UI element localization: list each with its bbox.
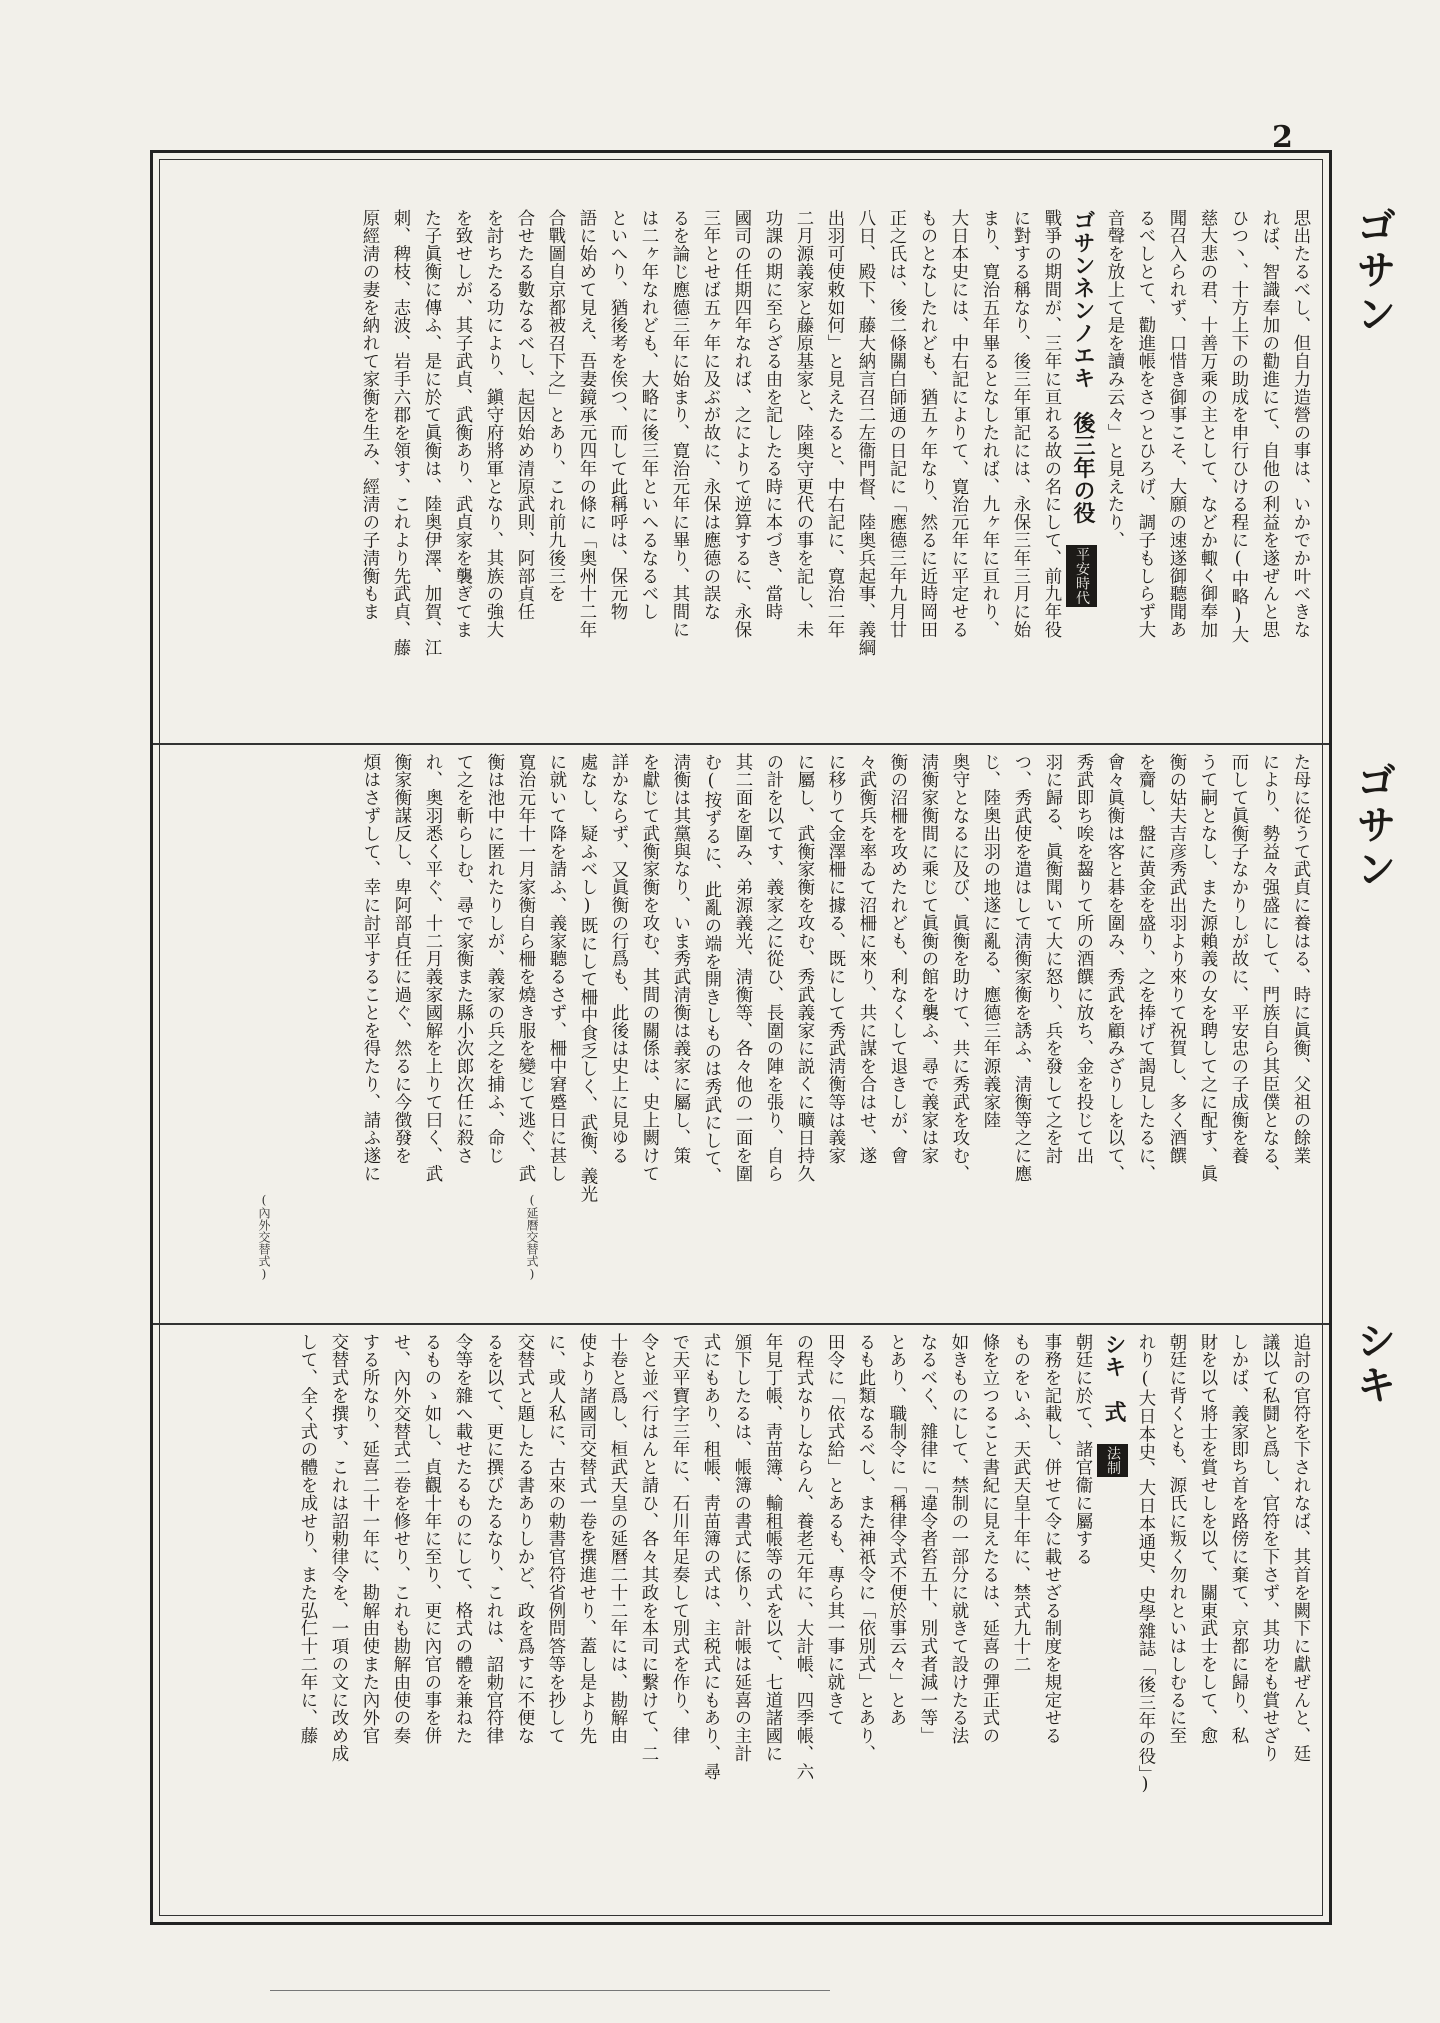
text-column: 朝廷に背くとも、源氏に叛く勿れといはしむるに至 — [1166, 1333, 1186, 1745]
text-tier-2 — [167, 753, 1315, 1315]
text-column: 大日本史には、中右記によりて、寛治元年に平定せる — [948, 209, 968, 639]
text-column: るものゝ如し、貞觀十年に至り、更に內官の事を併 — [421, 1333, 441, 1745]
text-column: ひつ丶、十方上下の助成を申行ひける程に(中略)大 — [1228, 209, 1248, 644]
text-column: 頒下したるは、帳簿の書式に係り、計帳は延喜の主計 — [731, 1333, 751, 1763]
text-column: 淸衡は其黨與なり、いま秀武淸衡は義家に屬し、策 — [670, 753, 690, 1165]
text-column: 刺、稗枝、志波、岩手六郡を領す、これより先武貞、藤 — [390, 209, 410, 657]
text-column: を討ちたる功により、鎭守府將軍となり、其族の強大 — [483, 209, 503, 639]
text-column: るも此類なるべし、また神祇令に「依別式」とあり、 — [855, 1333, 875, 1763]
text-column: 八日、殿下、藤大納言召二左衞門督、陸奥兵起事、義綱 — [855, 209, 875, 657]
text-column: 思出たるべし、但自力造營の事は、いかでか叶べきな — [1290, 209, 1310, 639]
text-column: 原經淸の妻を納れて家衡を生み、經淸の子淸衡もま — [359, 209, 379, 621]
text-column: 聞召入られず、口惜き御事こそ、大願の速遂御聽聞あ — [1166, 209, 1186, 639]
text-column: 出羽可使敕如何」と見えたると、中右記に、寛治二年 — [824, 209, 844, 639]
text-column: 衡家衡謀反し、卑阿部貞任に過ぐ、然るに今徴發を — [391, 753, 411, 1165]
text-tier-1 — [167, 209, 1315, 733]
text-column: 二月源義家と藤原基家と、陸奥守更代の事を記し、未 — [793, 209, 813, 639]
text-column: 而して眞衡子なかりしが故に、平安忠の子成衡を養 — [1228, 753, 1248, 1165]
text-column: 令と並べ行はんと請ひ、各々其政を本司に繫けて、二 — [638, 1333, 658, 1763]
text-column: 式にもあり、租帳、靑苗簿の式は、主税式にもあり、尋 — [700, 1333, 720, 1781]
text-column: 衡の沼柵を攻めたれども、利なくして退きしが、會 — [887, 753, 907, 1165]
text-column: 追討の官符を下されなば、其首を闕下に獻ぜんと、廷 — [1290, 1333, 1310, 1763]
text-column: により、勢益々强盛にして、門族自ら其臣僕となる、 — [1259, 753, 1279, 1183]
text-column: つ、秀武使を遣はして淸衡家衡を誘ふ、淸衡等之に應 — [1011, 753, 1031, 1183]
page-frame — [150, 150, 1332, 1925]
text-column: 寛治元年十一月家衡自ら柵を燒き服を變じて逃ぐ、武 — [515, 753, 535, 1183]
text-column: 財を以て將士を賞せしを以て、關東武士をして、愈 — [1197, 1333, 1217, 1745]
text-column: 議以て私鬪と爲し、官符を下さず、其功をも賞せざり — [1259, 1333, 1279, 1763]
text-column: 田令に「依式給」とあるも、專ら其一事に就きて — [824, 1333, 844, 1727]
text-column: 年見丁帳、靑苗簿、輸租帳等の式を以て、七道諸國に — [762, 1333, 782, 1763]
text-column: るべしとて、勸進帳をさつとひろげ、調子もしらず大 — [1135, 209, 1155, 639]
text-column: 淸衡家衡間に乘じて眞衡の館を襲ふ、尋で義家は家 — [918, 753, 938, 1165]
text-column: 音聲を放上て是を讀み云々」と見えたり、 — [1104, 209, 1124, 550]
text-column: の程式なりしならん、養老元年に、大計帳、四季帳、六 — [793, 1333, 813, 1781]
entry-shiki — [1097, 1333, 1129, 1915]
text-column: 功課の期に至らざる由を記したる時に本づき、當時 — [762, 209, 782, 621]
text-column: を齎し、盤に黄金を盛り、之を捧げて謁見したるに、 — [1135, 753, 1155, 1183]
page-number: 2 — [1272, 120, 1293, 155]
text-column: 合戰圖自京都被召下之」とあり、これ前九後三を — [545, 209, 565, 603]
text-tier-3 — [167, 1333, 1315, 1915]
text-column: に移りて金澤柵に據る、既にして秀武淸衡等は義家 — [825, 753, 845, 1165]
text-column: 衡の姑夫吉彦秀武出羽より來りて祝賀し、多く酒饌 — [1166, 753, 1186, 1165]
entry-shiki-tag: 法制 — [1097, 1444, 1128, 1477]
text-column: で天平寶字三年に、石川年足奏して別式を作り、律 — [669, 1333, 689, 1745]
entry-gosannen-title: ゴサンネンノエキ 後三年の役 — [1070, 209, 1095, 524]
section-heading-middle: ゴサン — [1350, 760, 1396, 892]
text-column: 令等を雜へ載せたるものにして、格式の體を兼ねた — [452, 1333, 472, 1745]
text-column: 合せたる數なるべし、起因始め清原武則、阿部貞任 — [514, 209, 534, 621]
text-column: まり、寛治五年畢るとなしたれば、九ヶ年に亘れり、 — [979, 209, 999, 639]
margin-note-enryaku: (延曆交替式) — [525, 1193, 539, 1281]
text-column: 語に始めて見え、吾妻鏡承元四年の條に「奥州十二年 — [576, 209, 596, 639]
text-column: は二ヶ年なれども、大略に後三年といへるなるべし — [638, 209, 658, 621]
text-column: 其二面を圍み、弟源義光、淸衡等、各々他の一面を圍 — [732, 753, 752, 1183]
text-column: を致せしが、其子武貞、武衡あり、武貞家を襲ぎてま — [452, 209, 472, 639]
text-column: 事務を記載し、併せて令に載せざる制度を規定せる — [1041, 1333, 1061, 1745]
text-column: れり(大日本史、大日本通史、史學雜誌「後三年の役」) — [1135, 1333, 1155, 1795]
text-column: む(按ずるに、此亂の端を開きしものは秀武にして、 — [701, 753, 721, 1186]
text-column: とあり、職制令に「稱律令式不便於事云々」とあ — [886, 1333, 906, 1727]
tier-divider-1 — [153, 743, 1329, 745]
text-column: 羽に歸る、眞衡聞いて大に怒り、兵を發して之を討 — [1042, 753, 1062, 1165]
text-column: 十卷と爲し、桓武天皇の延曆二十二年には、勘解由 — [607, 1333, 627, 1745]
text-column: せ、內外交替式二卷を修せり、これも勘解由使の奏 — [390, 1333, 410, 1745]
text-column: といへり、猶後考を俟つ、而して此稱呼は、保元物 — [607, 209, 627, 621]
text-column: しかば、義家即ち首を路傍に棄て、京都に歸り、私 — [1228, 1333, 1248, 1745]
text-column: 三年とせば五ヶ年に及ぶが故に、永保は應德の誤な — [700, 209, 720, 621]
text-column: に屬し、武衡家衡を攻む、秀武義家に説くに曠日持久 — [794, 753, 814, 1183]
scan-line — [270, 1990, 830, 1991]
text-column: に對する稱なり、後三年軍記には、永保三年三月に始 — [1010, 209, 1030, 639]
entry-gosannen — [1066, 209, 1098, 733]
text-column: 秀武即ち唉を齧りて所の酒饌に放ち、金を投じて出 — [1073, 753, 1093, 1165]
text-column: るを論じ應德三年に始まり、寛治元年に畢り、其間に — [669, 209, 689, 639]
text-column: た子眞衡に傳ふ、是に於て眞衡は、陸奥伊澤、加賀、江 — [421, 209, 441, 657]
text-column: に就いて降を請ふ、義家聽るさず、柵中窘蹙日に甚し — [546, 753, 566, 1183]
text-column: 交替式と題したる書ありしかど、政を爲すに不便な — [514, 1333, 534, 1745]
text-column: 正之氏は、後二條關白師通の日記に「應德三年九月廿 — [886, 209, 906, 639]
text-column: 交替式を撰す、これは詔勅律令を、一項の文に改め成 — [328, 1333, 348, 1763]
text-column: じ、陸奥出羽の地遂に亂る、應德三年源義家陸 — [980, 753, 1000, 1129]
text-column: れ、奥羽悉く平ぐ、十二月義家國解を上りて曰く、武 — [422, 753, 442, 1183]
text-column: 煩はさずして、幸に討平することを得たり、請ふ遂に — [360, 753, 380, 1183]
text-column: 處なし、疑ふべし)既にして柵中食乏しく、武衡、義光 — [577, 753, 597, 1204]
text-column: て之を斬らしむ、尋で家衡また縣小次郎次任に殺さ — [453, 753, 473, 1165]
text-column: 衡は池中に匿れたりしが、義家の兵之を捕ふ、命じ — [484, 753, 504, 1165]
text-column: た母に從うて武貞に養はる、時に眞衡、父祖の餘業 — [1290, 753, 1310, 1165]
text-column: する所なり、延喜二十一年に、勘解由使また內外官 — [359, 1333, 379, 1745]
section-heading-bottom: シキ — [1350, 1320, 1396, 1408]
text-column: 奥守となるに及び、眞衡を助けて、共に秀武を攻む、 — [949, 753, 969, 1183]
text-column: 國司の任期四年なれば、之によりて逆算するに、永保 — [731, 209, 751, 639]
text-column: うて嗣となし、また源賴義の女を聘して之に配す、眞 — [1197, 753, 1217, 1183]
tier-divider-2 — [153, 1323, 1329, 1325]
text-column: 々武衡兵を率ゐて沼柵に來り、共に謀を合はせ、遂 — [856, 753, 876, 1165]
text-column: して、全く式の體を成せり、また弘仁十二年に、藤 — [297, 1333, 317, 1745]
text-column: ものをいふ、天武天皇十年に、禁式九十二 — [1010, 1333, 1030, 1674]
text-column: るを以て、更に撰びたるなり、これは、詔勅官符律 — [483, 1333, 503, 1745]
text-column: 詳かならず、又眞衡の行爲も、此後は史上に見ゆる — [608, 753, 628, 1165]
text-column: を獻じて武衡家衡を攻む、其間の關係は、史上闕けて — [639, 753, 659, 1183]
text-column: 慈大悲の君、十善万乘の主として、などか輙く御奉加 — [1197, 209, 1217, 639]
text-column: ものとなしたれども、猶五ヶ年なり、然るに近時岡田 — [917, 209, 937, 639]
margin-note-naigai: (內外交替式) — [257, 1193, 271, 1281]
text-column: 朝廷に於て、諸官衞に屬する — [1072, 1333, 1092, 1566]
text-column: に、或人私に、古來の勅書官符省例問答等を抄して — [545, 1333, 565, 1745]
text-column: 如きものにして、禁制の一部分に就きて設けたる法 — [948, 1333, 968, 1745]
section-heading-top: ゴサン — [1350, 205, 1396, 337]
entry-gosannen-tag: 平安時代 — [1066, 545, 1097, 607]
text-column: なるべく、雜律に「違令者笞五十、別式者減一等」 — [917, 1333, 937, 1745]
text-column: れば、智識奉加の勸進にて、自他の利益を遂ぜんと思 — [1259, 209, 1279, 639]
text-column: 會々眞衡は客と碁を圍み、秀武を顧みざりしを以て、 — [1104, 753, 1124, 1183]
text-column: 條を立つること書紀に見えたるは、延喜の彈正式の — [979, 1333, 999, 1745]
text-column: の計を以てす、義家之に從ひ、長圍の陣を張り、自ら — [763, 753, 783, 1183]
text-column: 戰爭の期間が、三年に亘れる故の名にして、前九年役 — [1041, 209, 1061, 639]
entry-shiki-title: シキ 式 — [1101, 1333, 1126, 1423]
text-column: 使より諸國司交替式一卷を撰進せり、蓋し是より先 — [576, 1333, 596, 1745]
